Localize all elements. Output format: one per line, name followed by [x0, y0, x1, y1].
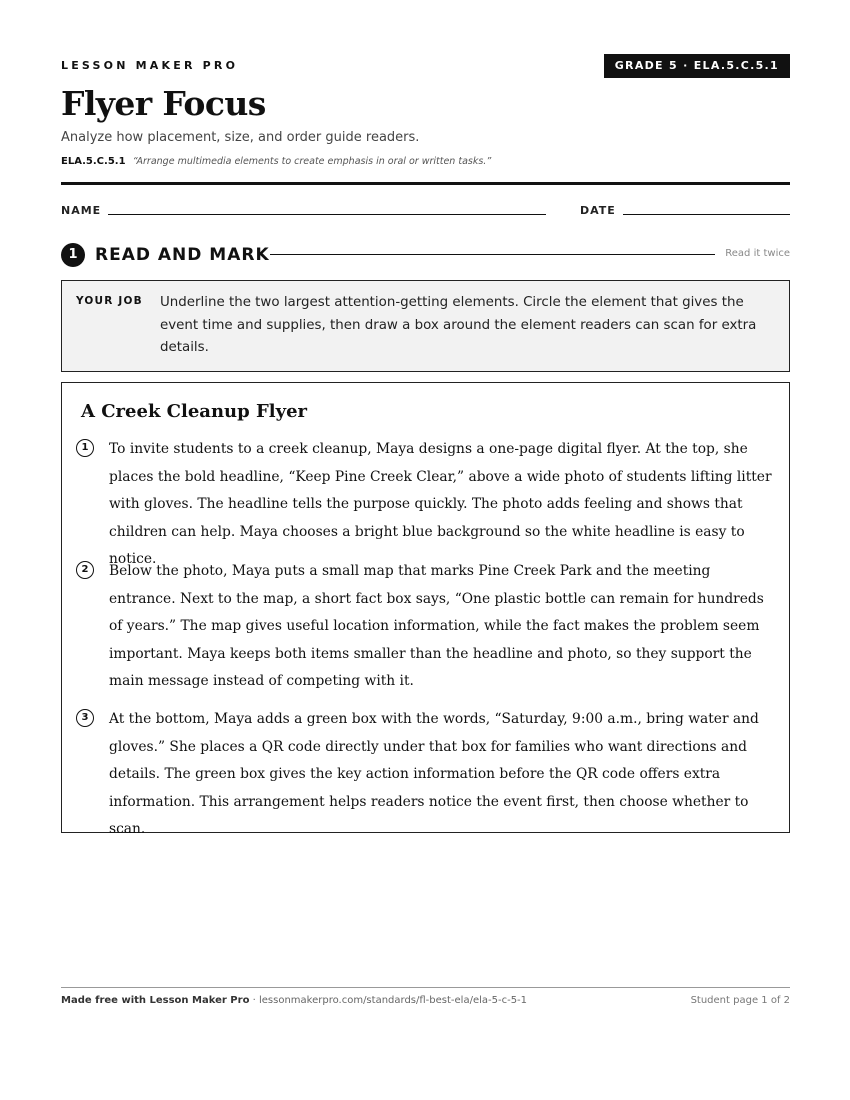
paragraph-number: 2 [76, 561, 94, 579]
standard-quote: “Arrange multimedia elements to create emphasis in oral or written tasks.” [132, 156, 492, 167]
paragraph-number: 3 [76, 709, 94, 727]
section-number-badge: 1 [61, 243, 85, 267]
footer-made-with: Made free with Lesson Maker Pro [61, 995, 250, 1006]
date-label: DATE [580, 204, 616, 217]
grade-badge: GRADE 5 · ELA.5.C.5.1 [604, 54, 790, 78]
footer-page-label: Student page 1 of 2 [690, 995, 790, 1006]
footer-url[interactable]: · lessonmakerpro.com/standards/fl-best-ela/ela-5-c-5-1 [249, 995, 528, 1006]
passage-box [61, 382, 790, 837]
page-subtitle: Analyze how placement, size, and order guide readers. [61, 130, 420, 145]
standard-code: ELA.5.C.5.1 [61, 156, 126, 167]
brand-label: LESSON MAKER PRO [61, 59, 239, 72]
page-title: Flyer Focus [61, 84, 266, 123]
date-field[interactable] [623, 214, 790, 215]
paragraph-text: To invite students to a creek cleanup, Maya designs a one-page digital flyer. At the top, she places the bold headline, “Keep Pine Creek Clear,” above a wide photo of students lifting litter with gloves. The headline tells the purpose quickly. The photo adds feeling and shows that children can help. Maya chooses a bright blue background so the white headline is easy to notice. [109, 441, 772, 567]
passage-title: A Creek Cleanup Flyer [81, 401, 308, 422]
section-divider [270, 254, 715, 255]
job-box [61, 280, 790, 372]
header-divider [61, 182, 790, 185]
paragraph-text: Below the photo, Maya puts a small map that marks Pine Creek Park and the meeting entrance. Next to the map, a short fact box says, “One plastic bottle can remain for hundreds of years.” The map gives useful location information, while the fact makes the problem seem important. Maya keeps both items smaller than the headline and photo, so they support the main message instead of competing with it. [109, 563, 764, 689]
name-field[interactable] [108, 214, 546, 215]
footer-credit [61, 995, 527, 1006]
job-label: YOUR JOB [76, 295, 143, 307]
paragraph-text: At the bottom, Maya adds a green box with the words, “Saturday, 9:00 a.m., bring water and gloves.” She places a QR code directly under that box for families who want directions and details. The green box gives the key action information before the QR code offers extra information. This arrangement helps readers notice the event first, then choose whether to scan. [109, 711, 759, 837]
paragraph-number: 1 [76, 439, 94, 457]
footer-divider [61, 987, 790, 988]
standard-line [61, 156, 491, 167]
name-label: NAME [61, 204, 102, 217]
section-title: READ AND MARK [95, 245, 270, 265]
job-instructions: Underline the two largest attention-getting elements. Circle the element that gives the event time and supplies, then draw a box around the element readers can scan for extra details. [160, 295, 757, 355]
section-note: Read it twice [725, 248, 790, 259]
